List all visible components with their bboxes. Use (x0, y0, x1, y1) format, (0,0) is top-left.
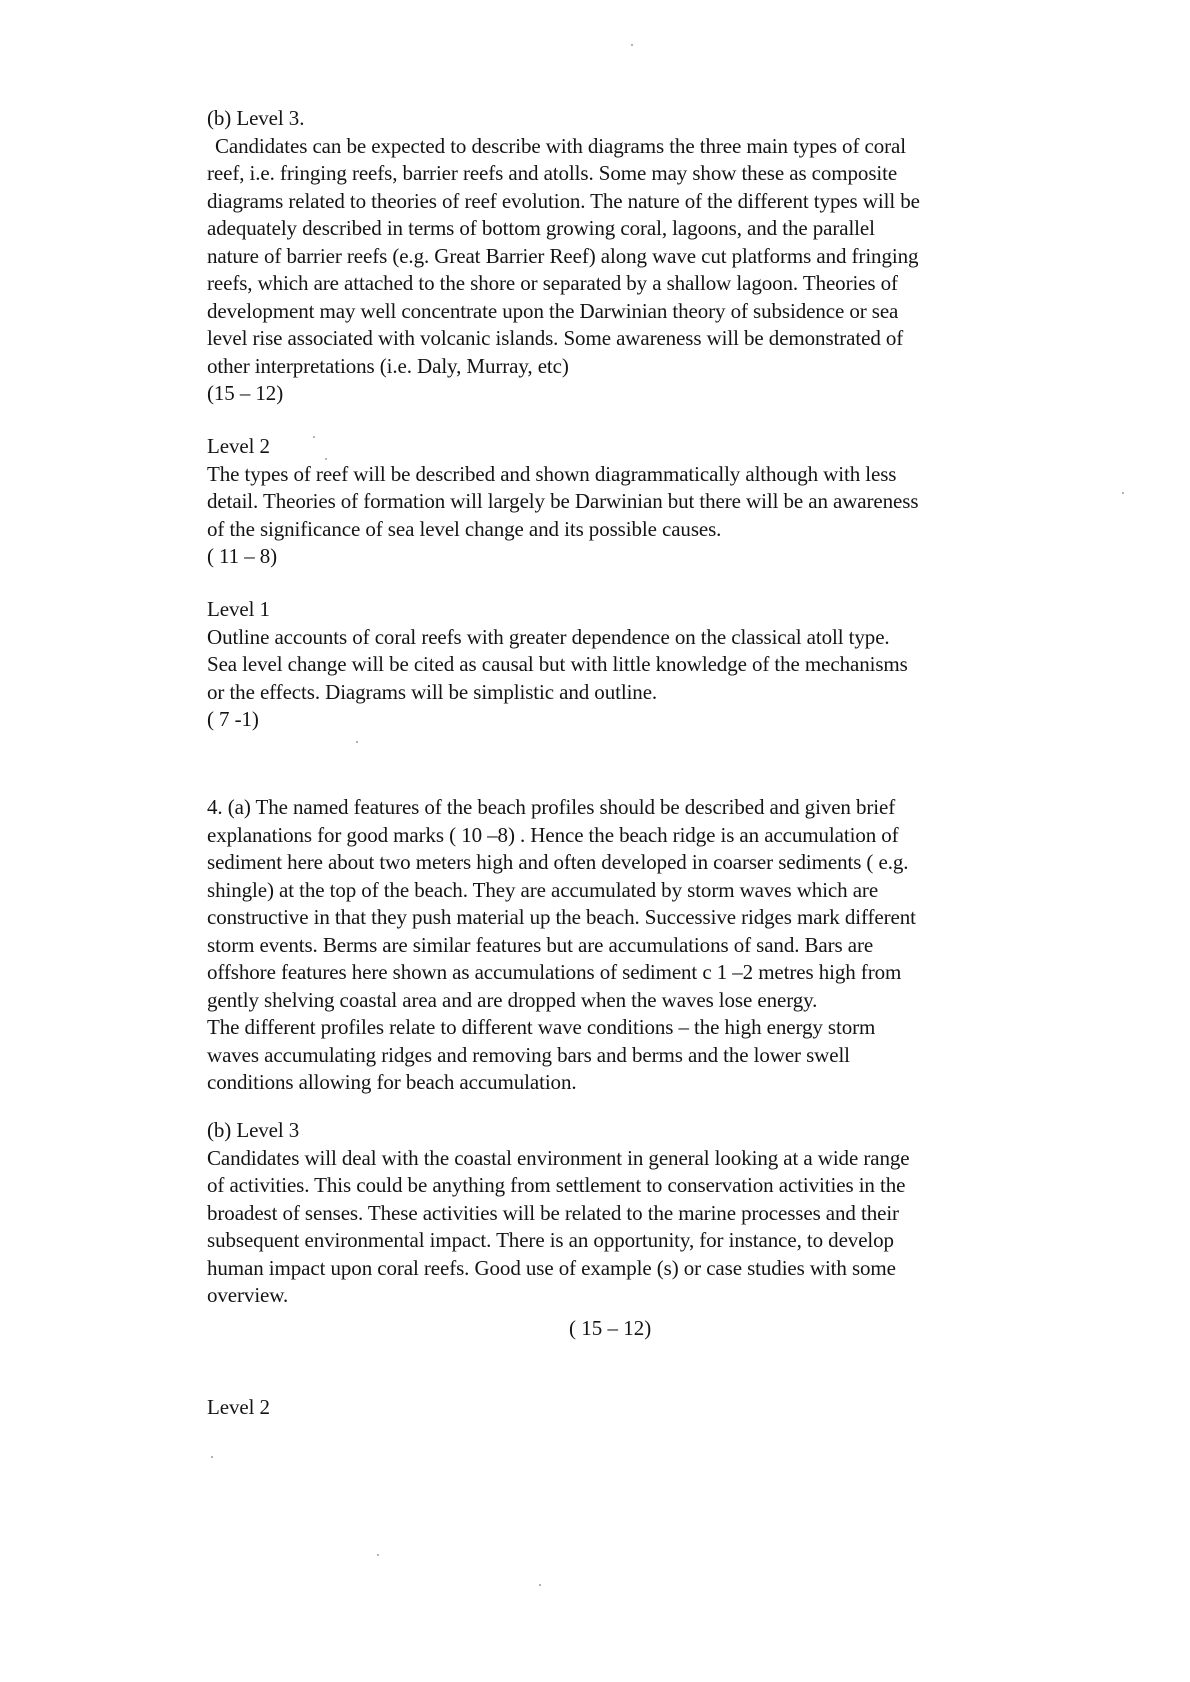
section-heading: (b) Level 3. (207, 106, 305, 130)
section-heading: (b) Level 3 (207, 1118, 300, 1142)
paragraph-line: adequately described in terms of bottom growing coral, lagoons, and the parallel (207, 216, 875, 240)
paragraph-line: The types of reef will be described and shown diagrammatically although with less (207, 461, 897, 486)
paragraph-line: or the effects. Diagrams will be simplistic and outline. (207, 679, 658, 704)
mark-range-centered: ( 15 – 12) (569, 1316, 652, 1340)
paragraph-line: sediment here about two meters high and often developed in coarser sediments ( e.g. (207, 850, 909, 874)
paragraph-line: diagrams related to theories of reef evolution. The nature of the different types will be (207, 188, 920, 213)
scan-speck (356, 741, 358, 743)
paragraph-line: level rise associated with volcanic islands. Some awareness will be demonstrated of (207, 326, 904, 350)
paragraph-line: explanations for good marks ( 10 –8) . Hence the beach ridge is an accumulation of (207, 822, 899, 847)
paragraph-line: nature of barrier reefs (e.g. Great Barrier Reef) along wave cut platforms and fringing (207, 243, 919, 268)
paragraph-line: Candidates can be expected to describe with diagrams the three main types of coral (215, 133, 906, 158)
paragraph-line: of activities. This could be anything from settlement to conservation activities in the (207, 1173, 906, 1197)
paragraph-line: reef, i.e. fringing reefs, barrier reefs and atolls. Some may show these as composite (207, 161, 898, 185)
paragraph-line: shingle) at the top of the beach. They are accumulated by storm waves which are (207, 877, 879, 902)
paragraph-line: Sea level change will be cited as causal but with little knowledge of the mechanisms (207, 652, 908, 676)
paragraph-line: storm events. Berms are similar features but are accumulations of sand. Bars are (207, 932, 874, 957)
mark-range: (15 – 12) (207, 381, 284, 405)
paragraph-line: broadest of senses. These activities will be related to the marine processes and their (207, 1200, 899, 1225)
paragraph-line: Outline accounts of coral reefs with greater dependence on the classical atoll type. (207, 624, 890, 649)
scan-speck (1122, 492, 1124, 494)
paragraph-line: development may well concentrate upon the Darwinian theory of subsidence or sea (207, 298, 899, 323)
paragraph-line: The different profiles relate to different wave conditions – the high energy storm (207, 1015, 876, 1039)
paragraph-line: gently shelving coastal area and are dropped when the waves lose energy. (207, 987, 818, 1012)
paragraph-line: constructive in that they push material up the beach. Successive ridges mark different (207, 905, 916, 929)
paragraph-line: subsequent environmental impact. There is an opportunity, for instance, to develop (207, 1228, 894, 1252)
paragraph-line: conditions allowing for beach accumulation. (207, 1070, 577, 1094)
scan-speck (313, 436, 315, 438)
mark-range: ( 7 -1) (207, 707, 259, 731)
paragraph-line: waves accumulating ridges and removing bars and berms and the lower swell (207, 1042, 850, 1067)
section-heading: Level 2 (207, 1395, 270, 1419)
paragraph-line: of the significance of sea level change and its possible causes. (207, 516, 722, 541)
scan-speck (211, 1456, 213, 1458)
paragraph-line: offshore features here shown as accumulations of sediment c 1 –2 metres high from (207, 960, 902, 984)
scan-speck (377, 1554, 379, 1556)
mark-range: ( 11 – 8) (207, 544, 278, 568)
paragraph-line: reefs, which are attached to the shore or separated by a shallow lagoon. Theories of (207, 271, 898, 295)
scan-speck (539, 1584, 541, 1586)
scan-speck (325, 458, 327, 460)
section-coastal-level-2 (207, 1394, 1107, 1422)
section-coral-level-3 (207, 105, 1107, 408)
section-coastal-level-3 (207, 1117, 1107, 1310)
section-coral-level-1 (207, 596, 1107, 734)
paragraph-line: detail. Theories of formation will largely be Darwinian but there will be an awareness (207, 489, 919, 513)
paragraph-line: 4. (a) The named features of the beach profiles should be described and given brief (207, 795, 896, 819)
paragraph-line: Candidates will deal with the coastal environment in general looking at a wide range (207, 1145, 910, 1170)
section-question-4a (207, 794, 1107, 1097)
section-heading: Level 1 (207, 597, 270, 621)
scan-speck (631, 44, 633, 46)
section-coral-level-2 (207, 433, 1107, 571)
paragraph-line: human impact upon coral reefs. Good use of example (s) or case studies with some (207, 1255, 896, 1280)
paragraph-line: other interpretations (i.e. Daly, Murray, etc) (207, 353, 569, 378)
paragraph-line: overview. (207, 1283, 289, 1307)
section-heading: Level 2 (207, 434, 270, 458)
